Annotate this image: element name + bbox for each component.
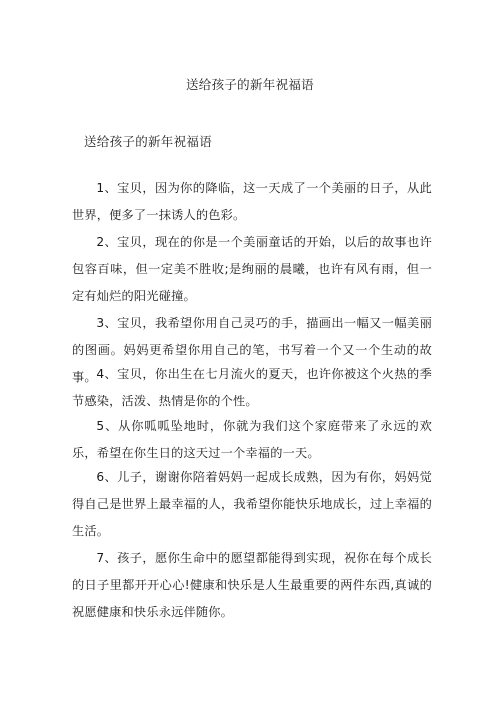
paragraph-4: 4、宝贝，你出生在七月流火的夏天，也许你被这个火热的季节感染，活泼、热情是你的个性。 [72,367,432,408]
section-heading: 送给孩子的新年祝福语 [84,134,213,149]
paragraph-6: 6、儿子，谢谢你陪着妈妈一起成长成熟，因为有你，妈妈觉得自己是世界上最幸福的人，我希望你能快乐地成长，过上幸福的生活。 [72,470,432,538]
paragraph-5: 5、从你呱呱坠地时，你就为我们这个家庭带来了永远的欢乐，希望在你生日的这天过一个幸福的一天。 [72,419,432,460]
paragraph-3: 3、宝贝，我希望你用自己灵巧的手，描画出一幅又一幅美丽的图画。妈妈更希望你用自己的笔，书写着一个又一个生动的故事。 [72,316,432,384]
paragraph-1: 1、宝贝，因为你的降临，这一天成了一个美丽的日子，从此世界，便多了一抹诱人的色彩。 [72,181,432,222]
paragraph-7: 7、孩子，愿你生命中的愿望都能得到实现，祝你在每个成长的日子里都开开心心!健康和快乐是人生最重要的两件东西,真诚的祝愿健康和快乐永远伴随你。 [72,551,432,619]
paragraph-2: 2、宝贝，现在的你是一个美丽童话的开始，以后的故事也许包容百味，但一定美不胜收;是绚丽的晨曦，也许有风有雨，但一定有灿烂的阳光碰撞。 [72,235,432,303]
page-title: 送给孩子的新年祝福语 [185,77,314,92]
